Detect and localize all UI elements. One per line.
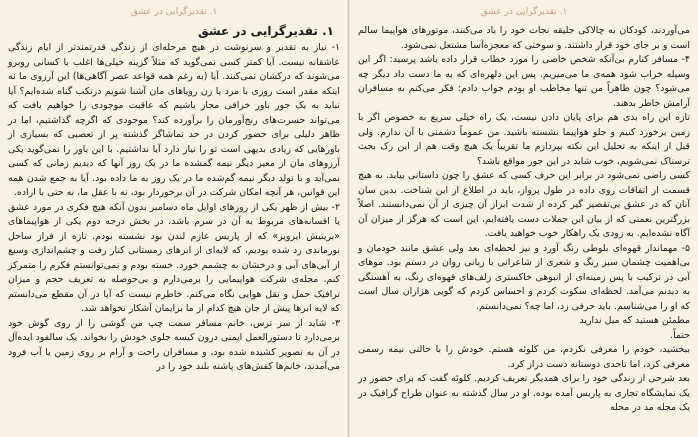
chapter-title: ۱. تقدیرگرایی در عشق [198,24,334,38]
paragraph-3: تازه این راه بدی هم برای پایان دادن نیست، یک راه خیلی سریع به خصوص اگر با زمین برخورد کنیم و جلو هواپیما نشسته باشید. من عموماً دشمنی با آن ندارم. ولی قبل از اینکه به تحلیل این نکته بپردازم ما تقریباً یک هیچ وقت هم از این رک بحث ترسناک نمی‌شویم، خوب شاید در این جور مواقع باشد؟ [358,112,690,167]
paragraph-3: ۳- شاید از سر ترس، خانم مسافر سمت چپ من گوشی را از روی گوش خود برمی‌دارد تا دستورالعمل ایمنی درون کیسه جلوی خودش را بخواند. یک سالفود ایده‌آل در آن به تصویر کشیده شده بود، و مسافران راحت و آرام بر روی زمین یا آب فرود می‌آمدند، خانم‌ها کفش‌های پاشنه بلند خود را در [8,317,340,372]
paragraph-7: حتماً. [670,329,690,341]
right-page-text [358,24,690,416]
paragraph-1: ۱- نیاز به تقدیر و سرنوشت در هیچ مرحله‌ای از زندگی قدرتمندتر از ایام زندگی عاشقانه نیست. آیا کمتر کسی نمی‌گوید که مثلاً گزینه خیلی‌ها اغلب با کسانی روبرو می‌شوند که درکشان نمی‌کنند. آیا (به رغم همه قواعد عصر آگاهی‌ها) این آرزوی ما نه اینکه مقدر است روزی با مرد یا زن رویاهای مان آشنا شویم درتکب گناه شده‌ایم؟ آیا نباید به یک جور باور خرافی مجاز باشیم که عاقبت موجودی را خواهیم یافت که می‌تواند حسرت‌های رنج‌آورمان را برآورده کند؟ موجودی که اگرچه گذاشتیم، اما در ظاهر دلیلی برای حضور کردن در حد تماشاگر گذشته پر از تعصبی که بسیاری از باورهایی که زیادی بدیهی است تو را نیاز دارد آیا نداشتیم. با این باور را نمی‌گوید یکی آرزوهای مان از معبر دیگر نیمه گمشده ما در یک روز آنها که دیدیم زمانی که کسی نمی‌آید و با تولد دیگر نیمه گم‌شده ما در یک روز به ما داده بود. آیا به جمع شدن همه این قوانین، هر آنچه امکان شرکت در آن برخوردار بود، نه با عقل ما، نه حتی با اراده. [8,42,340,198]
paragraph-1: می‌آوردند، کودکان به چالاکی جلیقه نجات خود را باد می‌کنند، موتورهای هواپیما سالم است و بر جای خود قرار داشتند. و سوختی که معجزه‌آسا مشتعل نمی‌شود. [358,25,690,51]
left-page-text [8,41,340,375]
running-head-right: ۱. تقدیرگرایی در عشق [480,7,568,17]
paragraph-2: ۲- بیش از ظهر یکی از روزهای اوایل ماه دسامبر بدون آنکه هیچ فکری در مورد عشق یا افسانه‌های مربوط به آن در سرم باشد، در بخش درجه دوم یکی از هواپیماهای «بریتیش ایرویز» که از پاریس عازم لندن بود نشسته بودم. تازه از فراز ساحل نورماندی رد شده بودیم، که لایه‌ای از ابرهای زمستانی کنار رفت و چشم‌اندازی وسیع از آبی‌های آبی و درخشان به چشمم خورد. خسته بودم و نمی‌توانستم فکرم را متمرکز کنم. مجله‌ی شرکت هواپیمایی را برمی‌دارم و بی‌حوصله به تعریف حجم و میزان ترافیک حمل و نقل هوایی نگاه می‌کنم. خاطرم نیست که آیا در آن مقطع می‌دانستم که لایه ابرها پیش از جان هیچ کدام از ما برایمان آشکار نخواهد شد. [8,201,340,314]
paragraph-8: ببخشید، خودم را معرفی نکردم، من کلوئه هستم. خودش را با حالتی نیمه رسمی معرفی کرد، اما تاحدی دوستانه دست دراز کرد. [358,344,690,370]
paragraph-9: بعد شرحی از زندگی خود را برای همدیگر تعریف کردیم. کلوئه گفت که برای حضور در یک نمایشگاه تجاری به پاریس آمده بوده. او در سال گذشته به عنوان طراح گرافیک در یک مجله مد در محله [358,373,690,413]
running-head-left: ۱. تقدیرگرایی در عشق [130,7,218,17]
paragraph-5: ۵- مهماندار قهوه‌ای بلوطی رنگ آورد و نیز لحظه‌ای بعد ولی عشق مانند خودمان و بی‌اهمیت چشمان سبز رنگ و شعری از شاعرانی با زبانی روان در دستم بود. موهای آبی در ترکیب با پس زمینه‌ای از انبوهی خاکستری زلف‌های قهوه‌ای رنگ، به آهستگی به دیدنم می‌آمد. لحظه‌ای سکوت کردم و احساس کردم که گویی هزاران سال است که او را می‌شناسم. باید حرفی زد، اما چه؟ نمی‌دانستم. [358,242,690,312]
paragraph-6: مطمئن هستید که میل ندارید [579,315,690,326]
paragraph-4: کسی راضی نمی‌شود در برابر این حرف کسی که عشق را چون داستانی بیابد. به هیچ قسمت از اتفاقات روی داده در طول پرواز، باید در اطلاع از این شناخت. بدین سان آنان که در عشق بی‌تقصیر گیر کرده از شدت ابراز آن چیزی از آن نمی‌دانستند. اصلاً بزرگترین نعمتی که از بیان این جملات دست یافته‌ایم، این است که هرگز از میزان آن آگاه نشده‌ایم. به زودی یک راهکار خوب خواهید یافت. [358,170,690,239]
right-page [349,0,698,437]
paragraph-2: ۴- مسافر کنارم بی‌آنکه شخص خاصی را مورد خطاب قرار داده باشد پرسید: اگر این وسیله خراب شود همه‌ی ما می‌میریم. پس این دلهره‌ای که به ما دست داد دیگر چه می‌شود؟ چون ظاهراً من تنها مخاطب او بودم جواب دادم: فکر می‌کنم به مسافران آرامش خاطر بدهند. [358,54,690,109]
